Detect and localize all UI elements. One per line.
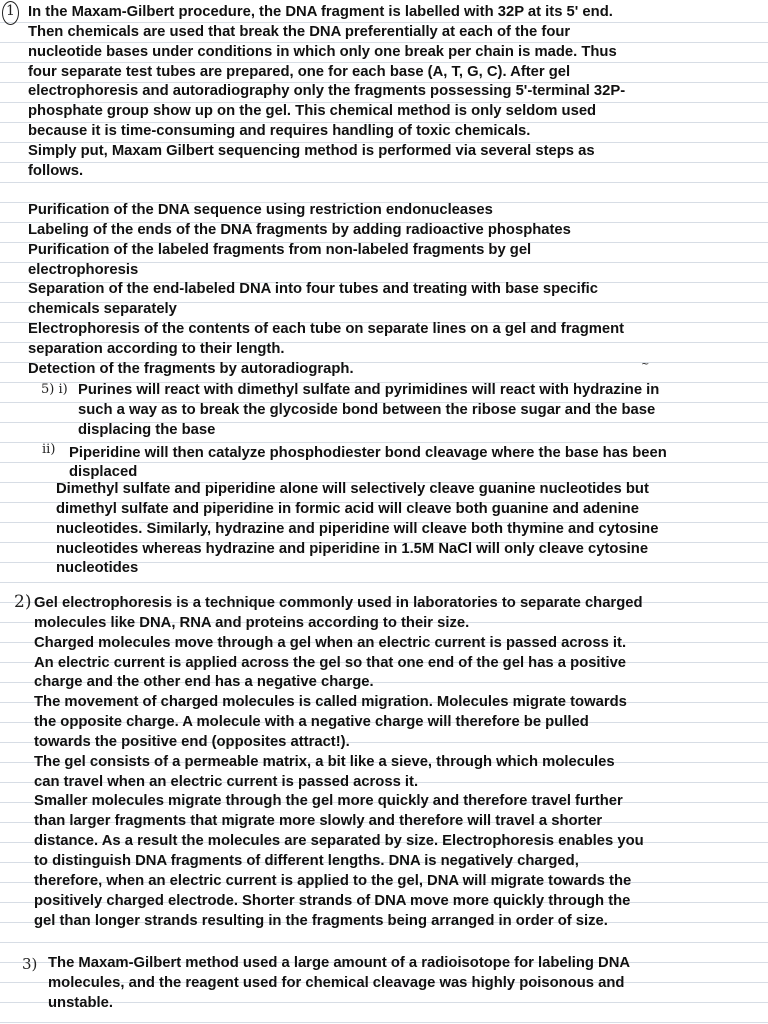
sub-i-text [78,381,659,441]
step-line: Purification of the labeled fragments from non-labeled fragments by gel [28,241,532,258]
text-line: to distinguish DNA fragments of different lengths. DNA is negatively charged, [34,852,579,869]
text-line: The gel consists of a permeable matrix, a bit like a sieve, through which molecules [34,753,615,770]
text-line: Charged molecules move through a gel when an electric current is passed across it. [34,634,627,651]
text-line: Then chemicals are used that break the DNA preferentially at each of the four [28,23,571,40]
sub-i-marker: 5) i) [41,382,68,397]
text-line: An electric current is applied across the gel so that one end of the gel has a positive [34,654,627,671]
stray-mark: ~ [641,359,650,370]
text-line: towards the positive end (opposites attract!). [34,733,350,750]
text-line: because it is time-consuming and requires handling of toxic chemicals. [28,123,531,140]
section-3-marker: 3) [22,955,38,973]
text-line: therefore, when an electric current is applied to the gel, DNA will migrate towards the [34,872,632,889]
text-line: distance. As a result the molecules are separated by size. Electrophoresis enables you [34,833,644,850]
text-line: charge and the other end has a negative charge. [34,674,374,691]
text-line: Smaller molecules migrate through the gel more quickly and therefore travel further [34,793,623,810]
text-line: unstable. [48,994,113,1011]
text-line: Dimethyl sulfate and piperidine alone will selectively cleave guanine nucleotides but [56,481,649,497]
text-line: nucleotides whereas hydrazine and piperidine in 1.5M NaCl will only cleave cytosine [56,540,649,557]
text-line: molecules like DNA, RNA and proteins according to their size. [34,614,470,631]
text-line: displaced [69,463,138,480]
text-line: the opposite charge. A molecule with a negative charge will therefore be pulled [34,714,589,731]
step-line: electrophoresis [28,261,139,278]
sub-ii-marker: ii) [42,442,56,457]
text-line: nucleotides. Similarly, hydrazine and piperidine will cleave both thymine and cytosine [56,520,659,537]
step-line: Labeling of the ends of the DNA fragments by adding radioactive phosphates [28,221,571,238]
text-line: follows. [28,162,84,179]
text-line: Simply put, Maxam Gilbert sequencing method is performed via several steps as [28,142,595,159]
text-line: such a way as to break the glycoside bond between the ribose sugar and the base [78,401,656,418]
step-line: Detection of the fragments by autoradiograph. [28,360,354,377]
text-line: Piperidine will then catalyze phosphodiester bond cleavage where the base has been [69,445,667,461]
section-3-text [48,954,630,1014]
text-line: than larger fragments that migrate more slowly and therefore will travel a shorter [34,813,603,830]
text-line: The Maxam-Gilbert method used a large amount of a radioisotope for labeling DNA [48,955,631,971]
section-2-text [34,594,644,931]
text-line: displacing the base [78,421,216,438]
section-2-marker: 2) [14,592,32,612]
text-line: electrophoresis and autoradiography only the fragments possessing 5'-terminal 32P- [28,83,626,100]
text-line: phosphate group show up on the gel. This chemical method is only seldom used [28,103,597,120]
step-line: separation according to their length. [28,340,285,357]
text-line: positively charged electrode. Shorter strands of DNA move more quickly through the [34,892,631,909]
section-1-marker: 1 [6,3,15,19]
text-line: nucleotide bases under conditions in which only one break per chain is made. Thus [28,43,617,60]
sub-ii-text [69,444,667,480]
text-line: Gel electrophoresis is a technique commonly used in laboratories to separate charged [34,595,643,611]
text-line: nucleotides [56,560,139,577]
step-line: Electrophoresis of the contents of each tube on separate lines on a gel and fragment [28,321,625,338]
text-line: In the Maxam-Gilbert procedure, the DNA fragment is labelled with 32P at its 5' end. [28,4,613,20]
text-line: The movement of charged molecules is called migration. Molecules migrate towards [34,694,627,711]
section-1-steps [28,201,624,380]
text-line: Purines will react with dimethyl sulfate and pyrimidines will react with hydrazine in [78,382,660,398]
text-line: four separate test tubes are prepared, one for each base (A, T, G, C). After gel [28,63,571,80]
section-1-intro [28,3,625,182]
text-line: molecules, and the reagent used for chemical cleavage was highly poisonous and [48,974,625,991]
text-line: dimethyl sulfate and piperidine in formic acid will cleave both guanine and adenine [56,500,639,517]
step-line: chemicals separately [28,301,177,318]
text-line: can travel when an electric current is passed across it. [34,773,419,790]
step-line: Purification of the DNA sequence using restriction endonucleases [28,202,493,218]
text-line: gel than longer strands resulting in the fragments being arranged in order of size. [34,912,608,929]
step-line: Separation of the end-labeled DNA into four tubes and treating with base specific [28,281,599,298]
cleavage-paragraph [56,480,658,579]
